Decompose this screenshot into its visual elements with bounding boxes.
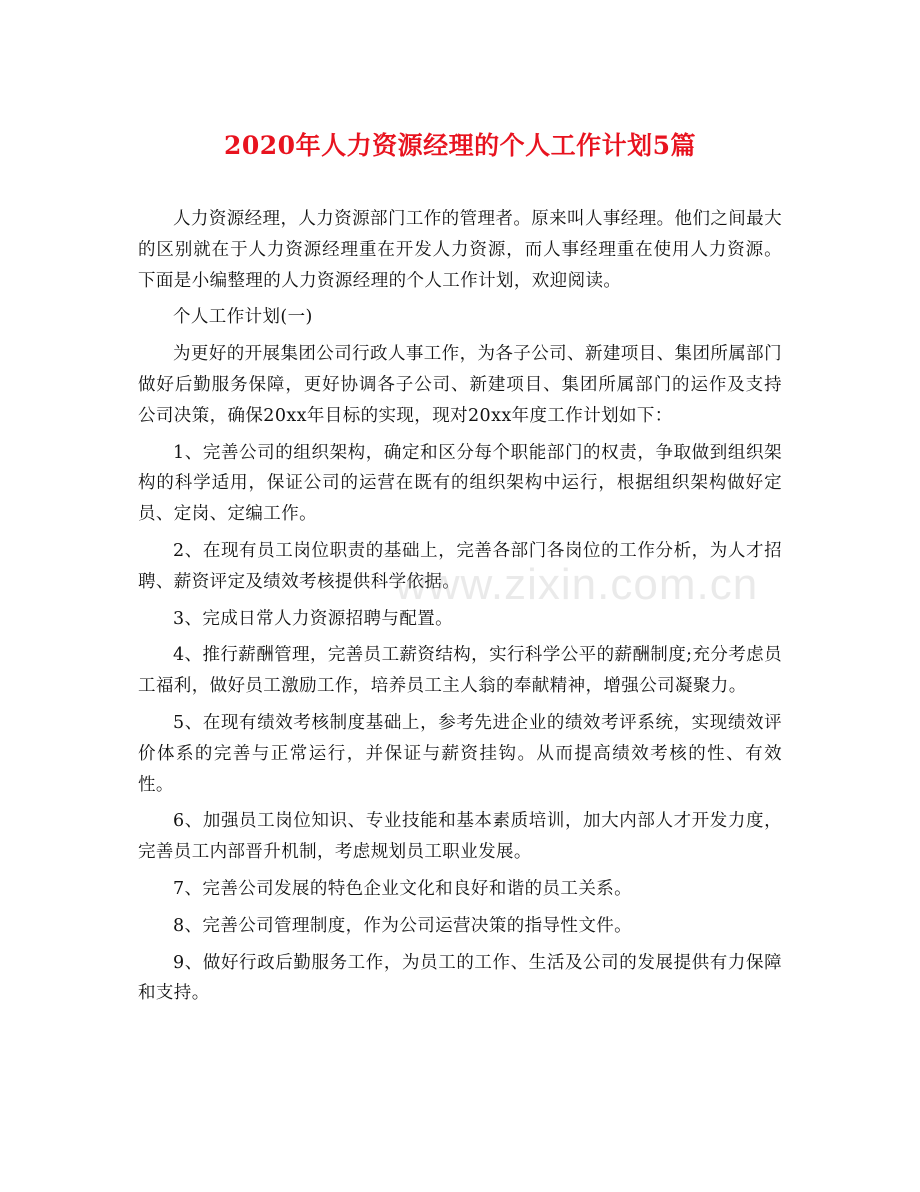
document-title: 2020年人力资源经理的个人工作计划5篇: [224, 131, 696, 160]
document-body: [138, 204, 782, 1009]
paragraph-item-6: 6、加强员工岗位知识、专业技能和基本素质培训，加大内部人才开发力度，完善员工内部晋升机制，考虑规划员工职业发展。: [138, 811, 782, 863]
paragraph-item-4: 4、推行薪酬管理，完善员工薪资结构，实行科学公平的薪酬制度;充分考虑员工福利，做好员工激励工作，培养员工主人翁的奉献精神，增强公司凝聚力。: [138, 645, 782, 697]
paragraph-item-8: 8、完善公司管理制度，作为公司运营决策的指导性文件。: [173, 915, 633, 936]
paragraph-intro: 人力资源经理，人力资源部门工作的管理者。原来叫人事经理。他们之间最大的区别就在于人力资源经理重在开发人力资源，而人事经理重在使用人力资源。下面是小编整理的人力资源经理的个人工作计划，欢迎阅读。: [138, 209, 782, 291]
paragraph-item-3: 3、完成日常人力资源招聘与配置。: [173, 608, 454, 629]
paragraph-section-heading: 个人工作计划(一): [173, 307, 313, 328]
paragraph-item-2: 2、在现有员工岗位职责的基础上，完善各部门各岗位的工作分析，为人才招聘、薪资评定及绩效考核提供科学依据。: [138, 540, 782, 592]
paragraph-item-9: 9、做好行政后勤服务工作，为员工的工作、生活及公司的发展提供有力保障和支持。: [138, 952, 782, 1004]
watermark-text: www.zixin.com.cn: [395, 560, 759, 609]
paragraph-item-5: 5、在现有绩效考核制度基础上，参考先进企业的绩效考评系统，实现绩效评价体系的完善与正常运行，并保证与薪资挂钩。从而提高绩效考核的性、有效性。: [138, 712, 782, 795]
paragraph-item-1: 1、完善公司的组织架构，确定和区分每个职能部门的权责，争取做到组织架构的科学适用，保证公司的运营在既有的组织架构中运行，根据组织架构做好定员、定岗、定编工作。: [138, 442, 782, 525]
paragraph-item-7: 7、完善公司发展的特色企业文化和良好和谐的员工关系。: [173, 878, 633, 899]
paragraph-overview: 为更好的开展集团公司行政人事工作，为各子公司、新建项目、集团所属部门做好后勤服务保障，更好协调各子公司、新建项目、集团所属部门的运作及支持公司决策，确保20xx年目标的实现，现对20xx年度工作计划如下：: [138, 344, 782, 426]
